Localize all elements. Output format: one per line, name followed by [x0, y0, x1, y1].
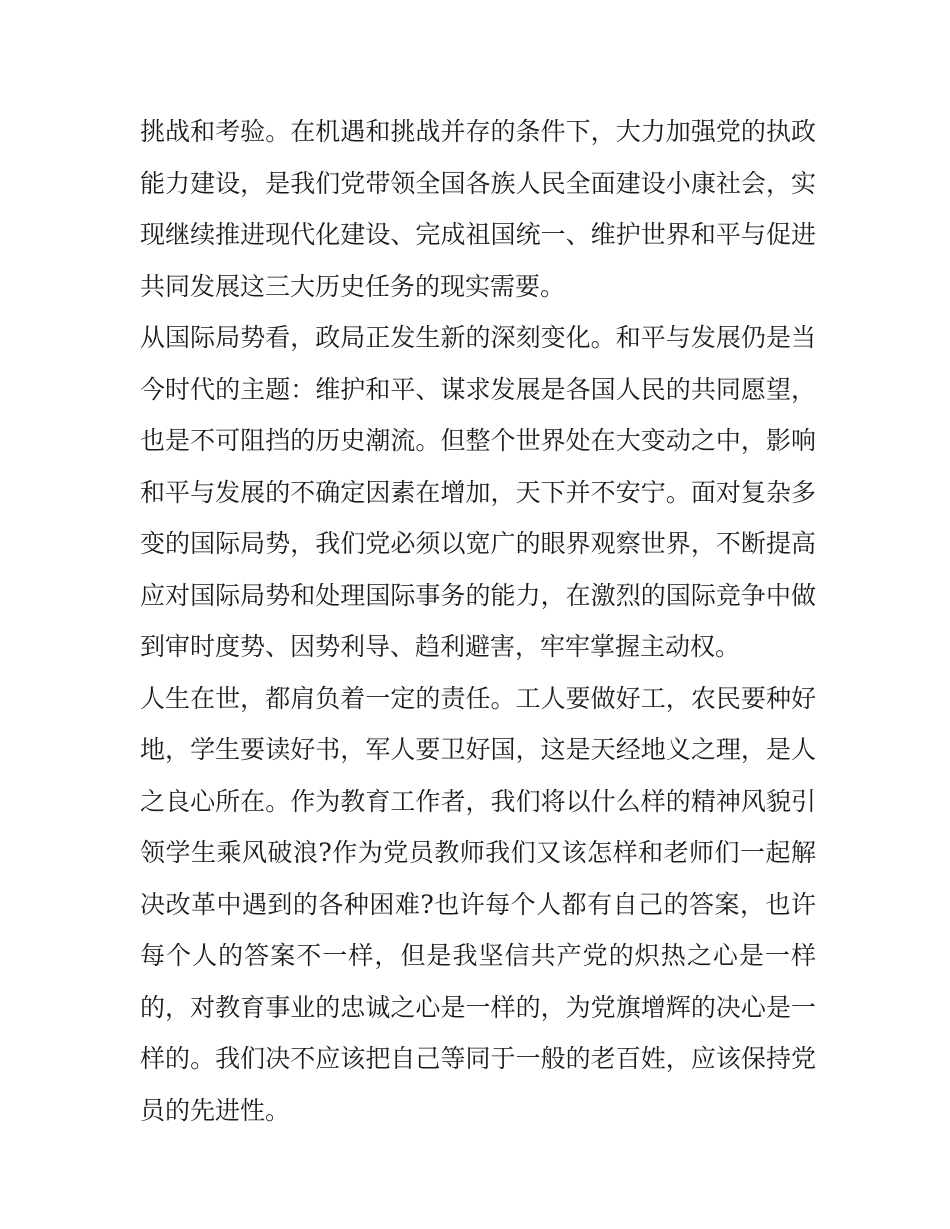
text-line: 决改革中遇到的各种困难?也许每个人都有自己的答案，也许 — [140, 889, 816, 919]
text-line: 也是不可阻挡的历史潮流。但整个世界处在大变动之中，影响 — [140, 426, 816, 455]
text-line: 现继续推进现代化建设、完成祖国统一、维护世界和平与促进 — [140, 220, 816, 249]
text-line: 员的先进性。 — [140, 1095, 291, 1125]
text-line: 今时代的主题：维护和平、谋求发展是各国人民的共同愿望， — [140, 374, 816, 404]
text-line: 之良心所在。作为教育工作者，我们将以什么样的精神风貌引 — [140, 786, 816, 816]
text-line: 领学生乘风破浪?作为党员教师我们又该怎样和老师们一起解 — [140, 838, 816, 867]
text-line: 从国际局势看，政局正发生新的深刻变化。和平与发展仍是当 — [140, 323, 816, 352]
text-line: 能力建设，是我们党带领全国各族人民全面建设小康社会，实 — [140, 168, 816, 198]
text-line: 地，学生要读好书，军人要卫好国，这是天经地义之理，是人 — [140, 735, 816, 764]
text-line: 的，对教育事业的忠诚之心是一样的，为党旗增辉的决心是一 — [140, 992, 816, 1022]
text-line: 样的。我们决不应该把自己等同于一般的老百姓，应该保持党 — [140, 1044, 816, 1073]
body-text — [140, 106, 816, 1136]
text-line: 应对国际局势和处理国际事务的能力，在激烈的国际竞争中做 — [140, 580, 816, 610]
text-line: 变的国际局势，我们党必须以宽广的眼界观察世界，不断提高 — [140, 529, 816, 558]
text-line: 挑战和考验。在机遇和挑战并存的条件下，大力加强党的执政 — [140, 117, 816, 146]
text-line: 到审时度势、因势利导、趋利避害，牢牢掌握主动权。 — [140, 632, 741, 661]
text-line: 人生在世，都肩负着一定的责任。工人要做好工，农民要种好 — [140, 683, 816, 713]
text-line: 和平与发展的不确定因素在增加，天下并不安宁。面对复杂多 — [140, 477, 816, 507]
text-line: 每个人的答案不一样，但是我坚信共产党的炽热之心是一样 — [140, 941, 816, 970]
text-line: 共同发展这三大历史任务的现实需要。 — [140, 271, 566, 301]
